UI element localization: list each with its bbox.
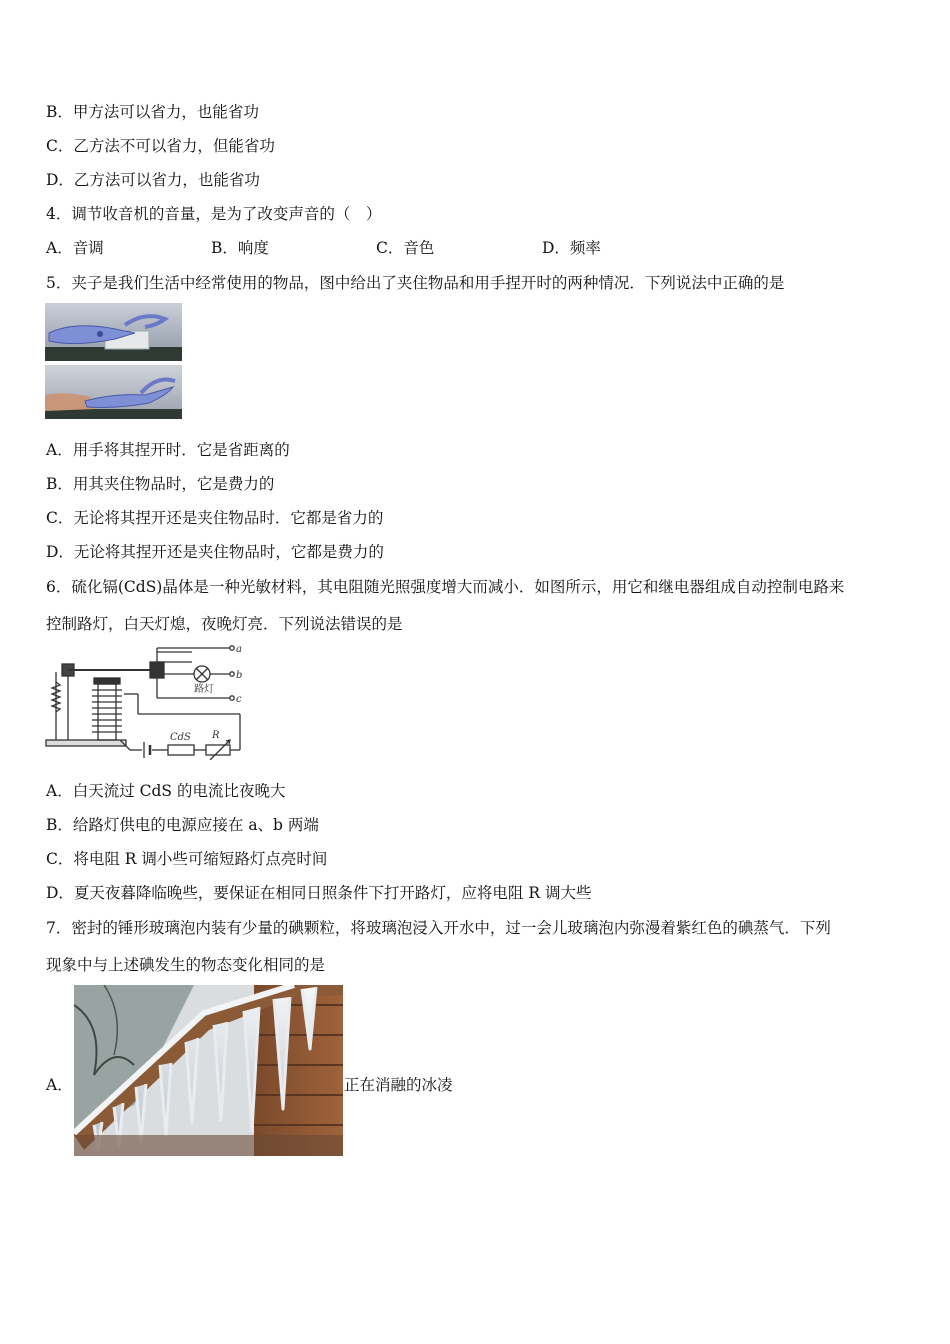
melting-icicles-photo bbox=[74, 985, 343, 1156]
q6-stem-line1: 6．硫化镉(CdS)晶体是一种光敏材料，其电阻随光照强度增大而减小．如图所示，用它和继电器组成自动控制电路来 bbox=[46, 578, 845, 596]
q7-option-a-label: A． bbox=[46, 1076, 73, 1094]
q6-option-a: A．白天流过 CdS 的电流比夜晚大 bbox=[46, 782, 286, 800]
q3-option-d: D．乙方法可以省力，也能省功 bbox=[46, 171, 260, 189]
clip-clamping-photo bbox=[45, 303, 182, 361]
q5-option-d: D．无论将其捏开还是夹住物品时，它都是费力的 bbox=[46, 543, 384, 561]
q3-option-b: B．甲方法可以省力，也能省功 bbox=[46, 103, 259, 121]
q6-option-b: B．给路灯供电的电源应接在 a、b 两端 bbox=[46, 816, 319, 834]
q5-stem: 5．夹子是我们生活中经常使用的物品，图中给出了夹住物品和用手捏开时的两种情况．下列说法中正确的是 bbox=[46, 274, 785, 292]
q5-option-c: C．无论将其捏开还是夹住物品时．它都是省力的 bbox=[46, 509, 384, 527]
q6-option-d: D．夏天夜暮降临晚些，要保证在相同日照条件下打开路灯，应将电阻 R 调大些 bbox=[46, 884, 592, 902]
q6-option-c: C．将电阻 R 调小些可缩短路灯点亮时间 bbox=[46, 850, 328, 868]
q4-option-b: B．响度 bbox=[211, 239, 269, 257]
q4-option-a: A．音调 bbox=[46, 239, 104, 257]
q7-option-a-text: 正在消融的冰凌 bbox=[344, 1076, 453, 1094]
q7-stem-line1: 7．密封的锤形玻璃泡内装有少量的碘颗粒，将玻璃泡浸入开水中，过一会儿玻璃泡内弥漫着紫红色的碘蒸气．下列 bbox=[46, 919, 831, 937]
terminal-c-label: c bbox=[236, 694, 242, 705]
terminal-b-label: b bbox=[236, 670, 243, 681]
resistor-label: R bbox=[212, 730, 220, 741]
terminal-a-label: a bbox=[236, 644, 242, 655]
cds-label: CdS bbox=[170, 732, 191, 743]
q7-stem-line2: 现象中与上述碘发生的物态变化相同的是 bbox=[46, 956, 326, 974]
clip-opening-photo bbox=[45, 365, 182, 419]
q4-option-c: C．音色 bbox=[376, 239, 435, 257]
q3-option-c: C．乙方法不可以省力，但能省功 bbox=[46, 137, 275, 155]
lamp-label: 路灯 bbox=[194, 684, 214, 695]
q4-option-d: D．频率 bbox=[542, 239, 601, 257]
q5-option-b: B．用其夹住物品时，它是费力的 bbox=[46, 475, 275, 493]
q6-stem-line2: 控制路灯，白天灯熄，夜晚灯亮．下列说法错误的是 bbox=[46, 615, 403, 633]
q5-option-a: A．用手将其捏开时．它是省距离的 bbox=[46, 441, 290, 459]
q4-stem: 4．调节收音机的音量，是为了改变声音的（ ） bbox=[46, 205, 382, 223]
relay-circuit-diagram bbox=[44, 642, 249, 760]
